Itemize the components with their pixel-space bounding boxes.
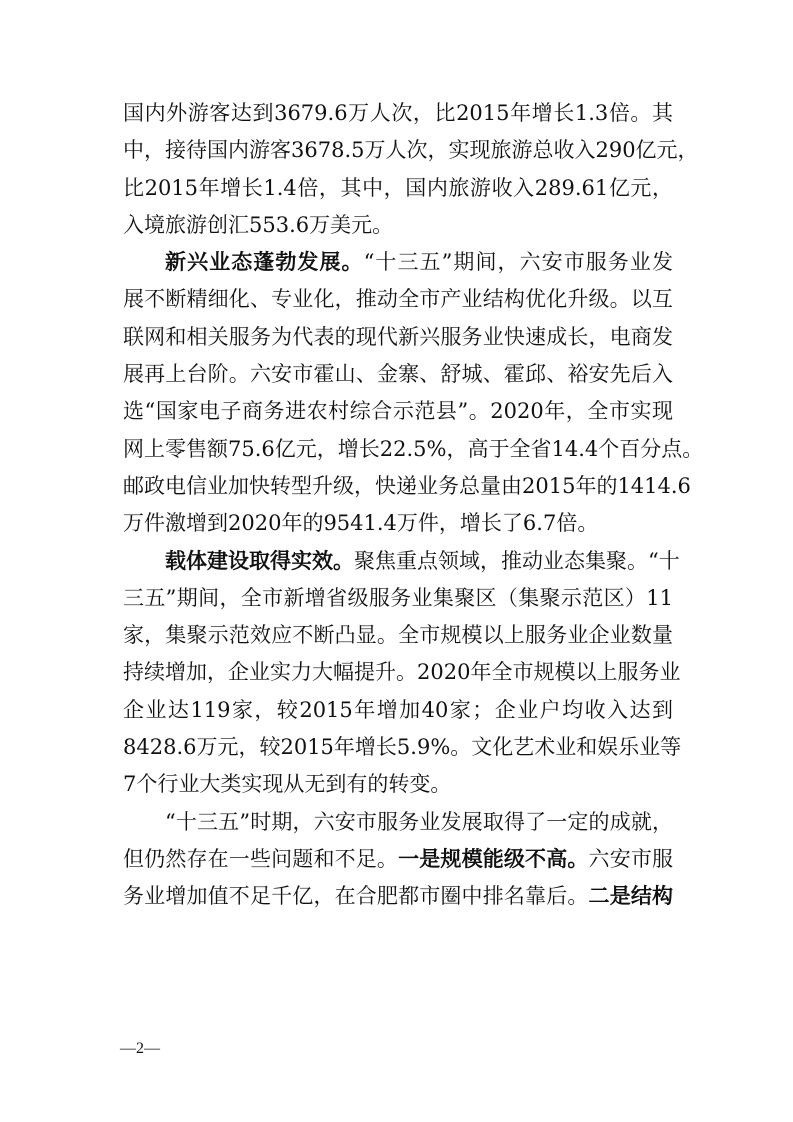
text-line-3: 比2015年增长1.4倍，其中，国内旅游收入289.61亿元， <box>123 175 673 200</box>
text-line-11: 邮政电信业加快转型升级，快递业务总量由2015年的1414.6 <box>123 473 691 498</box>
paragraph-heading: 新兴业态蓬勃发展。 <box>165 249 364 275</box>
paragraph-problems: “十三五”时期，六安市服务业发展取得了一定的成就， <box>165 809 673 834</box>
text-line-4: 入境旅游创汇553.6万美元。 <box>123 212 394 237</box>
text-line-17: 企业达119家，较2015年增加40家；企业户均收入达到 <box>123 697 673 722</box>
paragraph-new-industries: 新兴业态蓬勃发展。“十三五”期间，六安市服务业发 <box>165 249 673 275</box>
text-line-18: 8428.6万元，较2015年增长5.9%。文化艺术业和娱乐业等 <box>123 735 682 760</box>
text-line-14: 三五”期间，全市新增省级服务业集聚区（集聚示范区）11 <box>123 585 673 610</box>
text-line-19: 7个行业大类实现从无到有的转变。 <box>123 772 452 797</box>
text-line-1: 国内外游客达到3679.6万人次，比2015年增长1.3倍。其 <box>123 101 673 125</box>
point-heading: 一是规模能级不高。 <box>398 845 589 871</box>
text-line-15: 家，集聚示范效应不断凸显。全市规模以上服务业企业数量 <box>123 623 673 648</box>
text-line-2: 中，接待国内游客3678.5万人次，实现旅游总收入290亿元， <box>123 138 699 163</box>
text-line-21: 但仍然存在一些问题和不足。一是规模能级不高。六安市服 <box>123 845 674 871</box>
text-line-6: 展不断精细化、专业化，推动全市产业结构优化升级。以互 <box>123 287 673 312</box>
text-line-16: 持续增加，企业实力大幅提升。2020年全市规模以上服务业 <box>123 660 681 685</box>
text-line-8: 展再上台阶。六安市霍山、金寨、舒城、霍邱、裕安先后入 <box>123 362 673 387</box>
document-page <box>123 100 704 921</box>
paragraph-carrier-construction: 载体建设取得实效。聚焦重点领域，推动业态集聚。“十 <box>165 547 680 573</box>
text-line-22: 务业增加值不足千亿，在合肥都市圈中排名靠后。二是结构 <box>123 883 674 909</box>
text-line-9: 选“国家电子商务进农村综合示范县”。2020年，全市实现 <box>123 399 673 424</box>
paragraph-heading: 载体建设取得实效。 <box>165 547 354 573</box>
point-heading: 二是结构 <box>588 883 674 909</box>
page-number: —2— <box>120 1040 160 1057</box>
text-line-12: 万件激增到2020年的9541.4万件，增长了6.7倍。 <box>123 511 599 536</box>
text-line-10: 网上零售额75.6亿元，增长22.5%，高于全省14.4个百分点。 <box>123 436 704 461</box>
text-line-7: 联网和相关服务为代表的现代新兴服务业快速成长，电商发 <box>123 324 673 349</box>
